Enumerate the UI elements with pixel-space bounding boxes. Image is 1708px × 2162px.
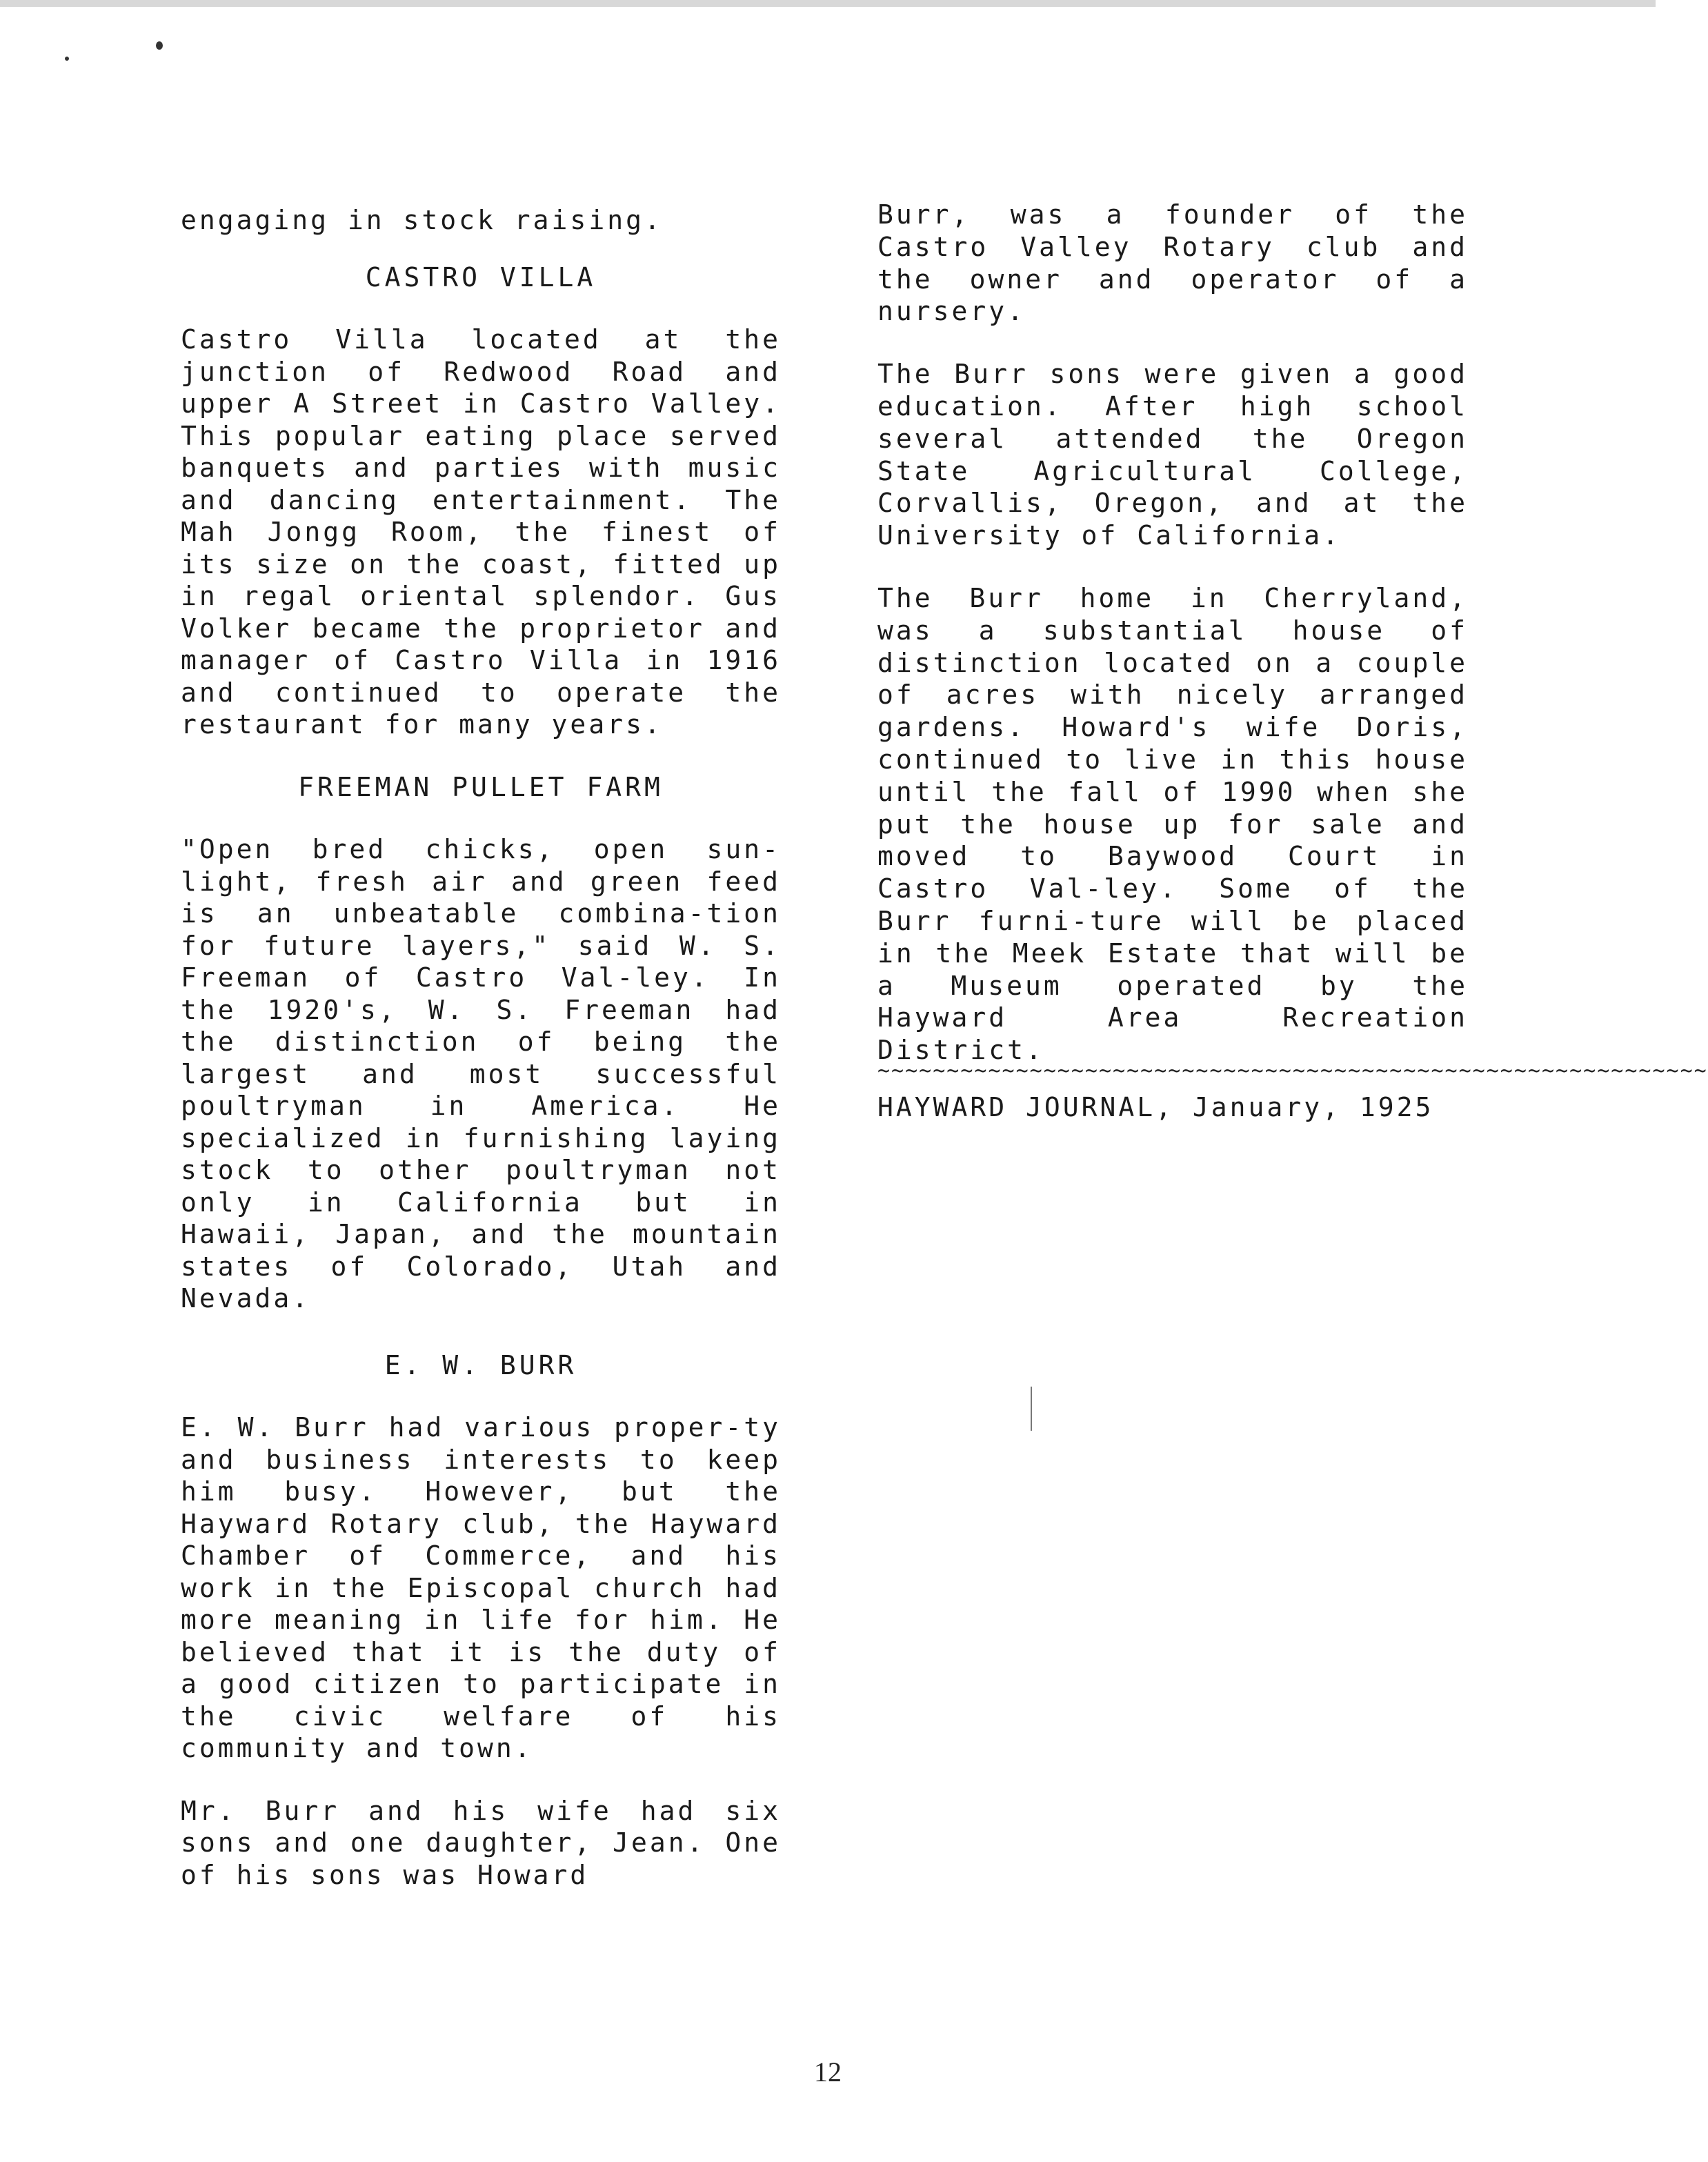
right-column <box>877 199 1708 1123</box>
scan-speck <box>156 41 163 50</box>
intro-text: engaging in stock raising. <box>181 205 663 235</box>
castro-villa-paragraph: Castro Villa located at the junction of Redwood Road and upper A Street in Castro Valley. This popular eating place served banquets and parties with music and dancing entertainment. The Mah Jongg Room, the finest of its size on the coast, fitted up in regal oriental splendor. Gus Volker became the proprietor and manager of Castro Villa in 1916 and continued to operate the restaurant for many years. <box>181 324 781 740</box>
wavy-separator: ~~~~~~~~~~~~~~~~~~~~~~~~~~~~~~~~~~~~~~~~~~~~~~~~~~~~~~~~~~~~ <box>877 1058 1708 1083</box>
left-column <box>181 204 781 1891</box>
burr-home-paragraph: The Burr home in Cherryland, was a substantial house of distinction located on a couple of acres with nicely arranged gardens. Howard's wife Doris, continued to live in this house until the fall of 1990 when she put the house up for sale and moved to Baywood Court in Castro Val-ley. Some of the Burr furni-ture will be placed in the Meek Estate that will be a Museum operated by the Hayward Area Recreation District. <box>877 582 1468 1066</box>
section-heading-ew-burr: E. W. BURR <box>384 1349 577 1380</box>
section-heading-freeman-pullet-farm: FREEMAN PULLET FARM <box>298 771 664 802</box>
scan-top-edge <box>0 0 1656 7</box>
freeman-paragraph: "Open bred chicks, open sun-light, fresh air and green feed is an unbeatable combina-tion for future layers," said W. S. Freeman of Castro Val-ley. In the 1920's, W. S. Freeman had the distinction of being the largest and most successful poultryman in America. He specialized in furnishing laying stock to other poultryman not only in California but in Hawaii, Japan, and the mountain states of Colorado, Utah and Nevada. <box>181 834 781 1313</box>
burr-sons-paragraph: The Burr sons were given a good education. After high school several attended the Oregon State Agricultural College, Corvallis, Oregon, and at the University of California. <box>877 359 1468 551</box>
section-heading-castro-villa: CASTRO VILLA <box>365 261 597 292</box>
burr-continued-paragraph: Burr, was a founder of the Castro Valley Rotary club and the owner and operator of a nursery. <box>877 199 1468 327</box>
scan-mark <box>1031 1387 1032 1431</box>
scan-speck <box>65 57 69 61</box>
page-number: 12 <box>814 2056 842 2087</box>
burr-paragraph-2: Mr. Burr and his wife had six sons and one daughter, Jean. One of his sons was Howard <box>181 1795 781 1890</box>
source-citation: HAYWARD JOURNAL, January, 1925 <box>877 1091 1434 1122</box>
burr-paragraph-1: E. W. Burr had various proper-ty and business interests to keep him busy. However, but the Hayward Rotary club, the Hayward Chamber of Commerce, and his work in the Episcopal church had more meaning in life for him. He believed that it is the duty of a good citizen to participate in the civic welfare of his community and town. <box>181 1412 781 1763</box>
